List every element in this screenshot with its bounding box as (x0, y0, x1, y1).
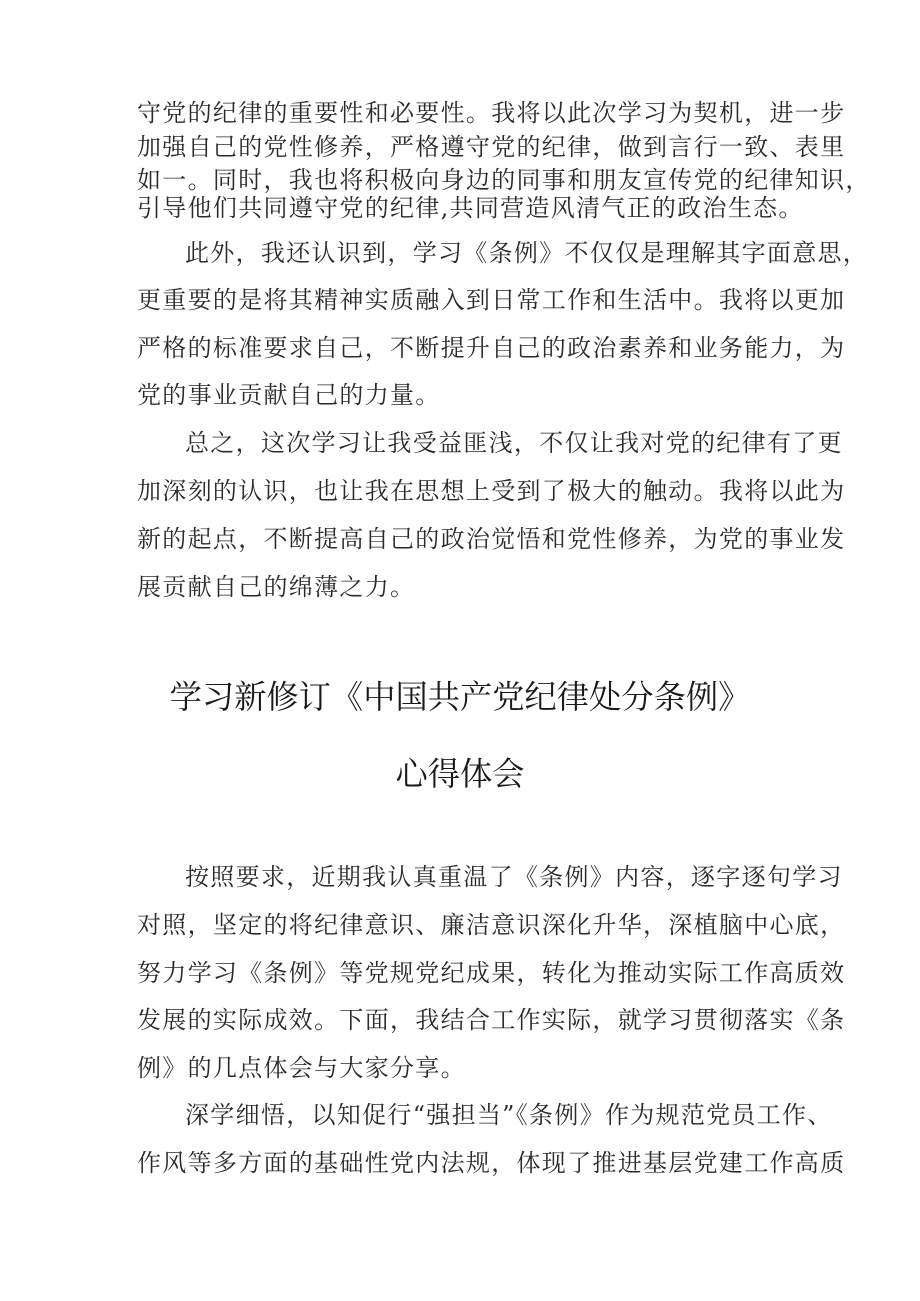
paragraph-2-line-3: 严格的标准要求自己，不断提升自己的政治素养和业务能力，为 (137, 334, 846, 362)
paragraph-2-line-4: 党的事业贡献自己的力量。 (137, 381, 441, 409)
paragraph-4-line-1: 按照要求，近期我认真重温了《条例》内容，逐字逐句学习 (185, 863, 843, 891)
paragraph-3-line-3: 新的起点，不断提高自己的政治觉悟和党性修养，为党的事业发 (137, 525, 846, 553)
paragraph-4-line-5: 例》的几点体会与大家分享。 (137, 1054, 466, 1082)
paragraph-3-line-2: 加深刻的认识，也让我在思想上受到了极大的触动。我将以此为 (137, 477, 846, 505)
paragraph-3-line-4: 展贡献自己的绵薄之力。 (137, 573, 416, 601)
paragraph-1-line-3: 如一。同时，我也将积极向身边的同事和朋友宣传党的纪律知识， (137, 166, 871, 194)
article-title-line-1: 学习新修订《中国共产党纪律处分条例》 (169, 678, 751, 716)
paragraph-4-line-4: 发展的实际成效。下面，我结合工作实际，就学习贯彻落实《条 (137, 1006, 846, 1034)
paragraph-5-line-1: 深学细悟，以知促行“强担当”《条例》作为规范党员工作、 (185, 1101, 833, 1129)
paragraph-1-line-4: 引导他们共同遵守党的纪律,共同营造风清气正的政治生态。 (137, 194, 804, 222)
paragraph-3-line-1: 总之，这次学习让我受益匪浅，不仅让我对党的纪律有了更 (185, 429, 843, 457)
paragraph-1-line-2: 加强自己的党性修养，严格遵守党的纪律，做到言行一致、表里 (137, 133, 846, 161)
paragraph-4-line-2: 对照，坚定的将纪律意识、廉洁意识深化升华，深植脑中心底， (137, 911, 846, 939)
paragraph-4-line-3: 努力学习《条例》等党规党纪成果，转化为推动实际工作高质效 (137, 959, 846, 987)
paragraph-1-line-1: 守党的纪律的重要性和必要性。我将以此次学习为契机，进一步 (137, 99, 846, 127)
paragraph-2-line-1: 此外，我还认识到，学习《条例》不仅仅是理解其字面意思， (185, 239, 869, 267)
paragraph-2-line-2: 更重要的是将其精神实质融入到日常工作和生活中。我将以更加 (137, 286, 846, 314)
article-title-line-2: 心得体会 (395, 755, 525, 793)
paragraph-5-line-2: 作风等多方面的基础性党内法规，体现了推进基层党建工作高质 (137, 1149, 846, 1177)
